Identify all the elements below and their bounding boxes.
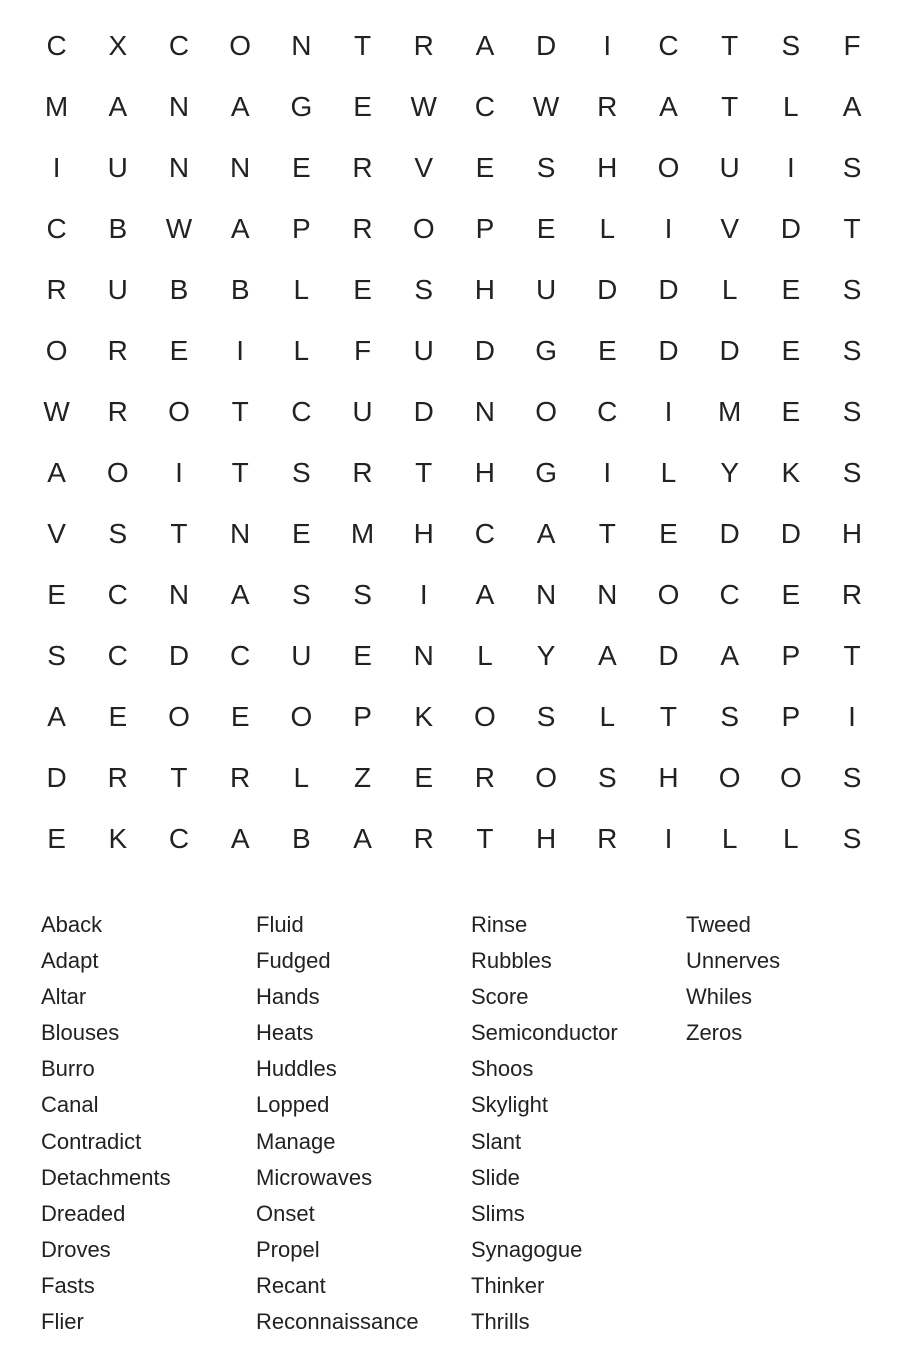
grid-letter[interactable]: H [535,822,557,854]
grid-row [26,686,883,747]
grid-letter[interactable]: H [658,761,679,793]
word-list-item: Whiles [686,984,753,1010]
grid-letter[interactable]: T [721,29,739,61]
grid-letter[interactable]: N [597,578,618,610]
grid-letter[interactable]: G [290,90,313,122]
grid-letter[interactable]: I [603,29,612,61]
grid-letter[interactable]: S [842,395,862,427]
grid-letter[interactable]: R [352,151,373,183]
grid-letter[interactable]: C [107,578,128,610]
grid-letter[interactable]: W [43,395,70,427]
word-list-item: Fluid [256,912,304,937]
grid-row [26,259,883,320]
grid-letter[interactable]: T [231,395,249,427]
word-list-item: Contradict [41,1128,142,1154]
grid-letter[interactable]: S [720,700,739,732]
grid-letter[interactable]: R [597,822,618,854]
grid-letter[interactable]: S [292,578,311,610]
grid-letter[interactable]: T [415,456,433,488]
grid-letter[interactable]: T [170,761,188,793]
grid-letter[interactable]: L [293,273,310,305]
grid-letter[interactable]: R [230,761,251,793]
grid-letter[interactable]: A [475,29,495,61]
grid-letter[interactable]: L [660,456,677,488]
grid-letter[interactable]: E [230,700,250,732]
grid-letter[interactable]: T [843,639,861,671]
grid-letter[interactable]: B [108,212,128,244]
grid-letter[interactable]: A [47,700,66,732]
grid-row [26,747,883,808]
grid-letter[interactable]: P [781,700,801,732]
grid-letter[interactable]: K [108,822,128,854]
grid-letter[interactable]: V [720,212,739,244]
grid-letter[interactable]: P [475,212,495,244]
grid-letter[interactable]: C [291,395,312,427]
word-list-item: Shoos [471,1056,534,1082]
word-list-item: Droves [41,1236,111,1262]
grid-letter[interactable]: N [168,578,190,610]
grid-letter[interactable]: B [169,273,189,305]
grid-letter[interactable]: K [781,456,801,488]
grid-letter[interactable]: O [45,334,68,366]
grid-letter[interactable]: A [230,822,250,854]
word-list-item: Tweed [686,912,751,937]
word-list-item: Microwaves [256,1164,373,1190]
grid-letter[interactable]: S [842,273,862,305]
grid-letter[interactable]: S [353,578,372,610]
word-list-item: Onset [256,1200,315,1226]
grid-letter[interactable]: Y [720,456,739,488]
grid-letter[interactable]: D [46,761,67,793]
grid-letter[interactable]: E [47,822,66,854]
grid-letter[interactable]: H [474,273,496,305]
grid-letter[interactable]: S [842,334,862,366]
grid-letter[interactable]: T [843,212,861,244]
grid-letter[interactable]: V [414,151,434,183]
grid-row [26,320,883,381]
grid-letter[interactable]: A [475,578,495,610]
grid-letter[interactable]: S [842,761,862,793]
grid-letter[interactable]: B [230,273,250,305]
grid-letter[interactable]: O [106,456,129,488]
grid-letter[interactable]: A [659,90,678,122]
grid-letter[interactable]: C [597,395,618,427]
grid-letter[interactable]: U [107,151,128,183]
grid-letter[interactable]: F [843,29,861,61]
grid-row [26,76,883,137]
grid-letter[interactable]: C [46,29,67,61]
word-list-item: Fudged [256,948,331,974]
grid-letter[interactable]: A [108,90,128,122]
grid-letter[interactable]: E [536,212,556,244]
grid-letter[interactable]: O [229,29,252,61]
grid-letter[interactable]: S [292,456,311,488]
word-list-item: Slide [471,1164,520,1190]
grid-letter[interactable]: R [413,822,434,854]
word-list-item: Unnerves [686,948,781,974]
grid-letter[interactable]: T [659,700,678,732]
grid-letter[interactable]: R [474,761,496,793]
word-list-item: Detachments [41,1164,171,1190]
grid-letter[interactable]: L [783,822,799,854]
grid-letter[interactable]: D [780,212,801,244]
grid-letter[interactable]: R [413,29,434,61]
word-list [41,907,901,1340]
grid-letter[interactable]: S [47,639,66,671]
grid-letter[interactable]: R [107,334,128,366]
grid-letter[interactable]: D [658,273,679,305]
grid-letter[interactable]: E [597,334,617,366]
grid-letter[interactable]: N [230,517,251,549]
grid-letter[interactable]: L [477,639,493,671]
word-column [41,907,256,1340]
grid-row [26,137,883,198]
grid-letter[interactable]: A [720,639,739,671]
grid-letter[interactable]: E [353,273,372,305]
word-list-item: Thinker [471,1272,545,1298]
grid-letter[interactable]: E [781,578,801,610]
grid-letter[interactable]: N [474,395,496,427]
grid-letter[interactable]: D [535,29,557,61]
grid-letter[interactable]: O [657,578,680,610]
word-list-item: Hands [256,984,320,1010]
grid-letter[interactable]: M [44,90,69,122]
grid-letter[interactable]: I [52,151,61,183]
grid-letter[interactable]: C [474,517,496,549]
word-list-item: Propel [256,1236,320,1262]
grid-letter[interactable]: C [107,639,128,671]
word-list-item: Dreaded [41,1200,126,1226]
grid-letter[interactable]: E [292,517,311,549]
grid-letter[interactable]: O [412,212,435,244]
grid-letter[interactable]: P [292,212,311,244]
grid-letter[interactable]: E [353,90,372,122]
grid-letter[interactable]: O [779,761,802,793]
grid-letter[interactable]: I [848,700,856,732]
word-list-item: Heats [256,1020,314,1046]
word-column [471,907,686,1340]
grid-letter[interactable]: W [410,90,437,122]
grid-letter[interactable]: D [719,334,740,366]
grid-letter[interactable]: T [170,517,188,549]
grid-letter[interactable]: O [718,761,741,793]
grid-letter[interactable]: U [535,273,557,305]
grid-letter[interactable]: R [841,578,863,610]
grid-row [26,198,883,259]
grid-letter[interactable]: T [721,90,739,122]
grid-letter[interactable]: E [108,700,128,732]
grid-letter[interactable]: Y [536,639,556,671]
grid-row [26,564,883,625]
grid-letter[interactable]: O [657,151,680,183]
word-list-item: Fasts [41,1272,95,1298]
word-list-item: Aback [41,912,103,937]
word-list-item: Slims [471,1200,525,1226]
grid-letter[interactable]: C [168,822,190,854]
grid-letter[interactable]: N [230,151,251,183]
grid-letter[interactable]: H [413,517,434,549]
word-list-item: Flier [41,1309,84,1335]
grid-row [26,442,883,503]
grid-row [26,625,883,686]
grid-letter[interactable]: S [597,761,617,793]
grid-letter[interactable]: O [474,700,496,732]
grid-letter[interactable]: P [781,639,801,671]
grid-letter[interactable]: A [230,90,250,122]
grid-letter[interactable]: R [107,761,128,793]
grid-letter[interactable]: A [353,822,372,854]
grid-letter[interactable]: S [414,273,434,305]
word-list-item: Adapt [41,948,99,974]
grid-letter[interactable]: N [168,151,190,183]
grid-letter[interactable]: R [46,273,67,305]
word-list-item: Lopped [256,1092,330,1118]
grid-row [26,808,883,869]
grid-letter[interactable]: H [474,456,496,488]
word-list-item: Synagogue [471,1236,583,1262]
grid-letter[interactable]: E [781,334,801,366]
grid-letter[interactable]: N [291,29,312,61]
grid-letter[interactable]: I [175,456,183,488]
grid-letter[interactable]: K [414,700,434,732]
word-column [256,907,471,1340]
grid-letter[interactable]: E [475,151,495,183]
grid-letter[interactable]: I [664,395,673,427]
grid-letter[interactable]: I [236,334,245,366]
grid-letter[interactable]: W [165,212,193,244]
grid-letter[interactable]: F [353,334,372,366]
word-list-item: Manage [256,1128,336,1154]
grid-letter[interactable]: N [413,639,434,671]
grid-letter[interactable]: E [781,395,801,427]
word-list-item: Skylight [471,1092,549,1118]
word-list-item: Burro [41,1056,95,1082]
grid-letter[interactable]: B [292,822,311,854]
grid-letter[interactable]: O [290,700,313,732]
grid-letter[interactable]: M [717,395,742,427]
grid-letter[interactable]: R [352,212,373,244]
grid-letter[interactable]: E [292,151,311,183]
grid-letter[interactable]: X [108,29,128,61]
grid-letter[interactable]: S [842,151,862,183]
grid-letter[interactable]: T [476,822,494,854]
grid-letter[interactable]: D [597,273,618,305]
grid-letter[interactable]: D [168,639,190,671]
grid-letter[interactable]: L [721,273,738,305]
grid-letter[interactable]: E [781,273,801,305]
grid-letter[interactable]: I [603,456,612,488]
grid-letter[interactable]: U [291,639,312,671]
grid-letter[interactable]: Z [353,761,372,793]
grid-letter[interactable]: U [719,151,740,183]
grid-letter[interactable]: C [168,29,190,61]
grid-letter[interactable]: I [419,578,428,610]
grid-letter[interactable]: C [46,212,67,244]
grid-letter[interactable]: O [168,395,190,427]
word-column [686,907,901,1340]
grid-letter[interactable]: U [352,395,373,427]
grid-letter[interactable]: E [659,517,678,549]
grid-letter[interactable]: T [353,29,372,61]
grid-letter[interactable]: S [842,822,862,854]
grid-letter[interactable]: T [598,517,616,549]
word-list-item: Rinse [471,912,528,937]
grid-letter[interactable]: S [842,456,862,488]
grid-letter[interactable]: O [535,395,557,427]
grid-row [26,15,883,76]
grid-letter[interactable]: R [107,395,128,427]
grid-row [26,503,883,564]
grid-letter[interactable]: U [107,273,128,305]
grid-letter[interactable]: A [842,90,862,122]
grid-letter[interactable]: D [780,517,801,549]
word-list-item: Thrills [471,1309,530,1335]
grid-letter[interactable]: C [230,639,251,671]
grid-letter[interactable]: C [474,90,496,122]
word-list-item: Reconnaissance [256,1309,419,1335]
word-list-item: Score [471,984,529,1010]
grid-letter[interactable]: I [664,212,673,244]
grid-letter[interactable]: N [168,90,190,122]
grid-letter[interactable]: T [231,456,249,488]
grid-letter[interactable]: A [230,578,250,610]
grid-letter[interactable]: A [536,517,556,549]
word-list-item: Slant [471,1128,522,1154]
grid-letter[interactable]: E [353,639,372,671]
grid-letter[interactable]: H [841,517,863,549]
grid-letter[interactable]: D [658,639,679,671]
grid-letter[interactable]: U [413,334,434,366]
grid-letter[interactable]: L [293,334,310,366]
word-list-item: Huddles [256,1056,337,1082]
grid-letter[interactable]: A [47,456,66,488]
grid-letter[interactable]: I [664,822,673,854]
grid-letter[interactable]: R [352,456,373,488]
word-list-item: Recant [256,1272,326,1298]
grid-letter[interactable]: L [721,822,738,854]
grid-letter[interactable]: H [597,151,618,183]
grid-letter[interactable]: D [413,395,434,427]
grid-letter[interactable]: E [414,761,434,793]
word-list-item: Rubbles [471,948,552,974]
grid-letter[interactable]: O [535,761,557,793]
grid-letter[interactable]: V [47,517,66,549]
grid-letter[interactable]: L [599,212,616,244]
grid-letter[interactable]: I [786,151,795,183]
grid-letter[interactable]: L [599,700,616,732]
grid-row [26,381,883,442]
grid-letter[interactable]: D [474,334,496,366]
grid-letter[interactable]: N [535,578,557,610]
grid-letter[interactable]: S [536,151,556,183]
grid-letter[interactable]: S [108,517,128,549]
word-list-item: Blouses [41,1020,120,1046]
grid-letter[interactable]: E [47,578,66,610]
grid-letter[interactable]: A [230,212,250,244]
grid-letter[interactable]: M [350,517,375,549]
grid-letter[interactable]: D [658,334,679,366]
word-list-item: Altar [41,984,87,1010]
grid-letter[interactable]: D [719,517,740,549]
letter-grid [26,15,883,869]
grid-letter[interactable]: A [597,639,617,671]
grid-letter[interactable]: G [535,334,557,366]
grid-letter[interactable]: L [293,761,310,793]
grid-letter[interactable]: R [597,90,618,122]
grid-letter[interactable]: S [781,29,801,61]
word-list-item: Canal [41,1092,99,1118]
grid-letter[interactable]: L [783,90,799,122]
word-list-item: Zeros [686,1020,743,1046]
word-list-item: Semiconductor [471,1020,618,1046]
grid-letter[interactable]: W [532,90,560,122]
grid-letter[interactable]: P [353,700,372,732]
grid-letter[interactable]: C [719,578,740,610]
grid-letter[interactable]: C [658,29,679,61]
grid-letter[interactable]: G [535,456,557,488]
grid-letter[interactable]: O [168,700,190,732]
grid-letter[interactable]: E [169,334,189,366]
grid-letter[interactable]: S [536,700,556,732]
